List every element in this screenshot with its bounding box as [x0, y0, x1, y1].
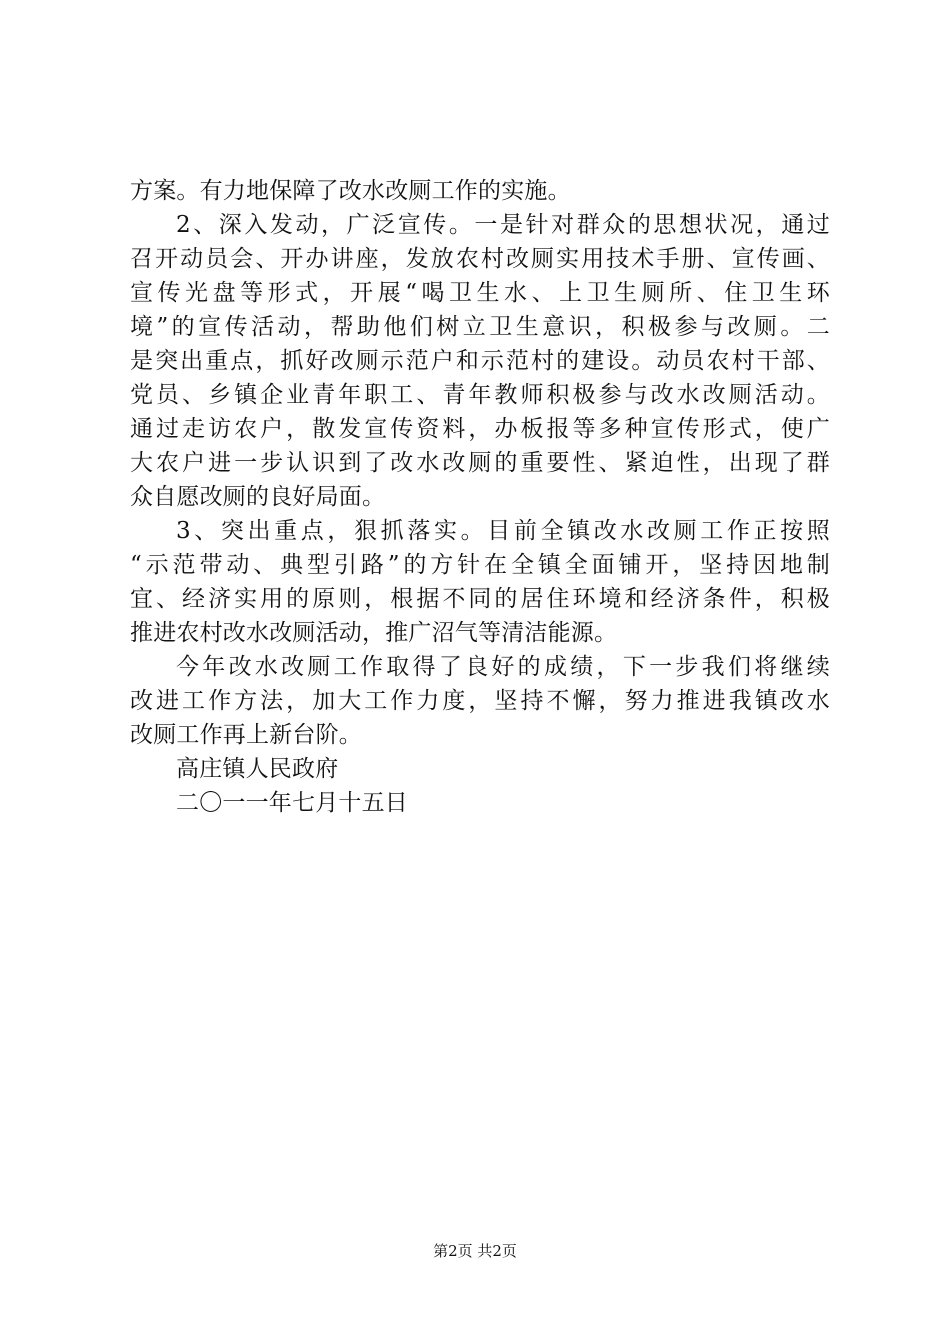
- body-line: 宣传光盘等形式，开展“喝卫生水、上卫生厕所、住卫生环: [130, 280, 830, 306]
- body-line: 3、突出重点，狠抓落实。目前全镇改水改厕工作正按照: [176, 518, 830, 544]
- document-body: [130, 174, 830, 820]
- body-line: 改进工作方法，加大工作力度，坚持不懈，努力推进我镇改水: [130, 688, 830, 714]
- body-line: 方案。有力地保障了改水改厕工作的实施。: [130, 178, 571, 204]
- signature-org: 高庄镇人民政府: [176, 756, 339, 782]
- body-line: 2、深入发动，广泛宣传。一是针对群众的思想状况，通过: [176, 212, 830, 238]
- body-line: 改厕工作再上新台阶。: [130, 722, 362, 748]
- body-line: 今年改水改厕工作取得了良好的成绩，下一步我们将继续: [176, 654, 830, 680]
- body-line: 境”的宣传活动，帮助他们树立卫生意识，积极参与改厕。二: [130, 314, 830, 340]
- body-line: 通过走访农户，散发宣传资料，办板报等多种宣传形式，使广: [130, 416, 830, 442]
- body-line: 众自愿改厕的良好局面。: [130, 484, 386, 510]
- body-line: “示范带动、典型引路”的方针在全镇全面铺开，坚持因地制: [130, 552, 830, 578]
- page-number-footer: 第2页 共2页: [433, 1242, 517, 1260]
- body-line: 宜、经济实用的原则，根据不同的居住环境和经济条件，积极: [130, 586, 830, 612]
- body-line: 党员、乡镇企业青年职工、青年教师积极参与改水改厕活动。: [130, 382, 830, 408]
- body-line: 召开动员会、开办讲座，发放农村改厕实用技术手册、宣传画、: [130, 246, 830, 272]
- signature-date: 二〇一一年七月十五日: [176, 790, 408, 816]
- body-line: 推进农村改水改厕活动，推广沼气等清洁能源。: [130, 620, 618, 646]
- body-line: 是突出重点，抓好改厕示范户和示范村的建设。动员农村干部、: [130, 348, 830, 374]
- body-line: 大农户进一步认识到了改水改厕的重要性、紧迫性，出现了群: [130, 450, 830, 476]
